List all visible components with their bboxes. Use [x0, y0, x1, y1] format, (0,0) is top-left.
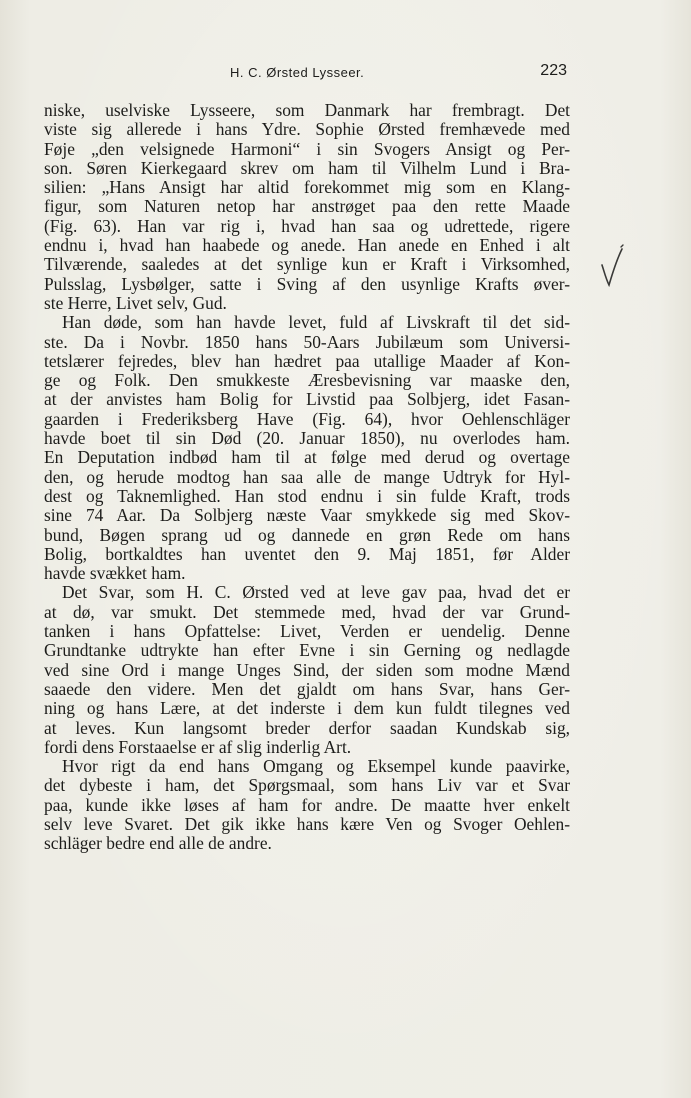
- text-line: Hvor rigt da end hans Omgang og Eksempel kunde paavirke,: [62, 756, 570, 777]
- text-line: paa, kunde ikke løses af ham for andre. De maatte hver enkelt: [44, 794, 570, 815]
- running-title: H. C. Ørsted Lysseer.: [230, 65, 365, 80]
- text-line: Han døde, som han havde levet, fuld af Livskraft til det sid-: [62, 312, 570, 333]
- text-line: at der anvistes ham Bolig for Livstid paa Solbjerg, idet Fasan-: [44, 389, 570, 410]
- text-line: Grundtanke udtrykte han efter Evne i sin Gerning og nedlagde: [44, 640, 570, 661]
- text-line: ning og hans Lære, at det inderste i dem kun fuldt tilegnes ved: [44, 698, 570, 719]
- page-number: 223: [540, 62, 567, 79]
- text-line: endnu i, hvad han haabede og anede. Han anede en Enhed i alt: [44, 235, 570, 256]
- text-line: tetslærer fejredes, blev han hædret paa utallige Maader af Kon-: [44, 350, 570, 371]
- text-line: at dø, var smukt. Det stemmede med, hvad der var Grund-: [44, 601, 570, 622]
- text-line: Føje „den velsignede Harmoni“ i sin Svogers Ansigt og Per-: [44, 138, 570, 159]
- text-line: En Deputation indbød ham til at følge med derud og overtage: [44, 447, 570, 468]
- text-line: fordi dens Forstaaelse er af slig inderlig Art.: [44, 736, 352, 757]
- text-line: selv leve Svaret. Det gik ikke hans kære Ven og Svoger Oehlen-: [44, 813, 570, 834]
- text-line: ste. Da i Novbr. 1850 hans 50-Aars Jubilæum som Universi-: [44, 331, 570, 352]
- text-line: ste Herre, Livet selv, Gud.: [44, 292, 227, 313]
- text-line: son. Søren Kierkegaard skrev om ham til Vilhelm Lund i Bra-: [44, 157, 570, 178]
- text-line: Bolig, bortkaldtes han uventet den 9. Maj 1851, før Alder: [44, 543, 570, 564]
- text-line: viste sig allerede i hans Ydre. Sophie Ørsted fremhævede med: [44, 119, 570, 140]
- text-line: (Fig. 63). Han var rig i, hvad han saa og udrettede, rigere: [44, 215, 570, 236]
- text-line: niske, uselviske Lysseere, som Danmark har frembragt. Det: [44, 100, 570, 120]
- running-head: [40, 62, 570, 84]
- text-line: Pulsslag, Lysbølger, satte i Sving af den usynlige Krafts øver-: [44, 273, 570, 294]
- text-line: ved sine Ord i mange Unges Sind, der siden som modne Mænd: [44, 659, 570, 680]
- text-line: ge og Folk. Den smukkeste Æresbevisning var maaske den,: [44, 370, 570, 391]
- text-line: havde svækket ham.: [44, 563, 186, 584]
- text-line: Det Svar, som H. C. Ørsted ved at leve gav paa, hvad det er: [62, 582, 570, 603]
- text-line: at leves. Kun langsomt breder derfor saadan Kundskab sig,: [44, 717, 570, 738]
- text-line: dest og Taknemlighed. Han stod endnu i sin fulde Kraft, trods: [44, 485, 570, 506]
- text-line: havde boet til sin Død (20. Januar 1850), nu overlodes ham.: [44, 428, 570, 449]
- text-line: Tilværende, saaledes at det synlige kun er Kraft i Virksomhed,: [44, 254, 570, 275]
- text-line: sine 74 Aar. Da Solbjerg næste Vaar smykkede sig med Skov-: [44, 505, 570, 526]
- text-line: schläger bedre end alle de andre.: [44, 833, 272, 854]
- text-line: silien: „Hans Ansigt har altid forekommet mig som en Klang-: [44, 177, 570, 198]
- text-line: tanken i hans Opfattelse: Livet, Verden er uendelig. Denne: [44, 621, 570, 642]
- text-line: det dybeste i ham, det Spørgsmaal, som hans Liv var et Svar: [44, 775, 570, 796]
- body-text: [44, 101, 570, 854]
- text-line: den, og herude modtog han saa alle de mange Udtryk for Hyl-: [44, 466, 570, 487]
- text-line: figur, som Naturen netop har anstrøget paa den rette Maade: [44, 196, 570, 217]
- margin-check-mark: [598, 243, 628, 289]
- text-line: bund, Bøgen sprang ud og dannede en grøn Rede om hans: [44, 524, 570, 545]
- text-line: saaede den videre. Men det gjaldt om hans Svar, hans Ger-: [44, 678, 570, 699]
- text-line: gaarden i Frederiksberg Have (Fig. 64), hvor Oehlenschläger: [44, 408, 570, 429]
